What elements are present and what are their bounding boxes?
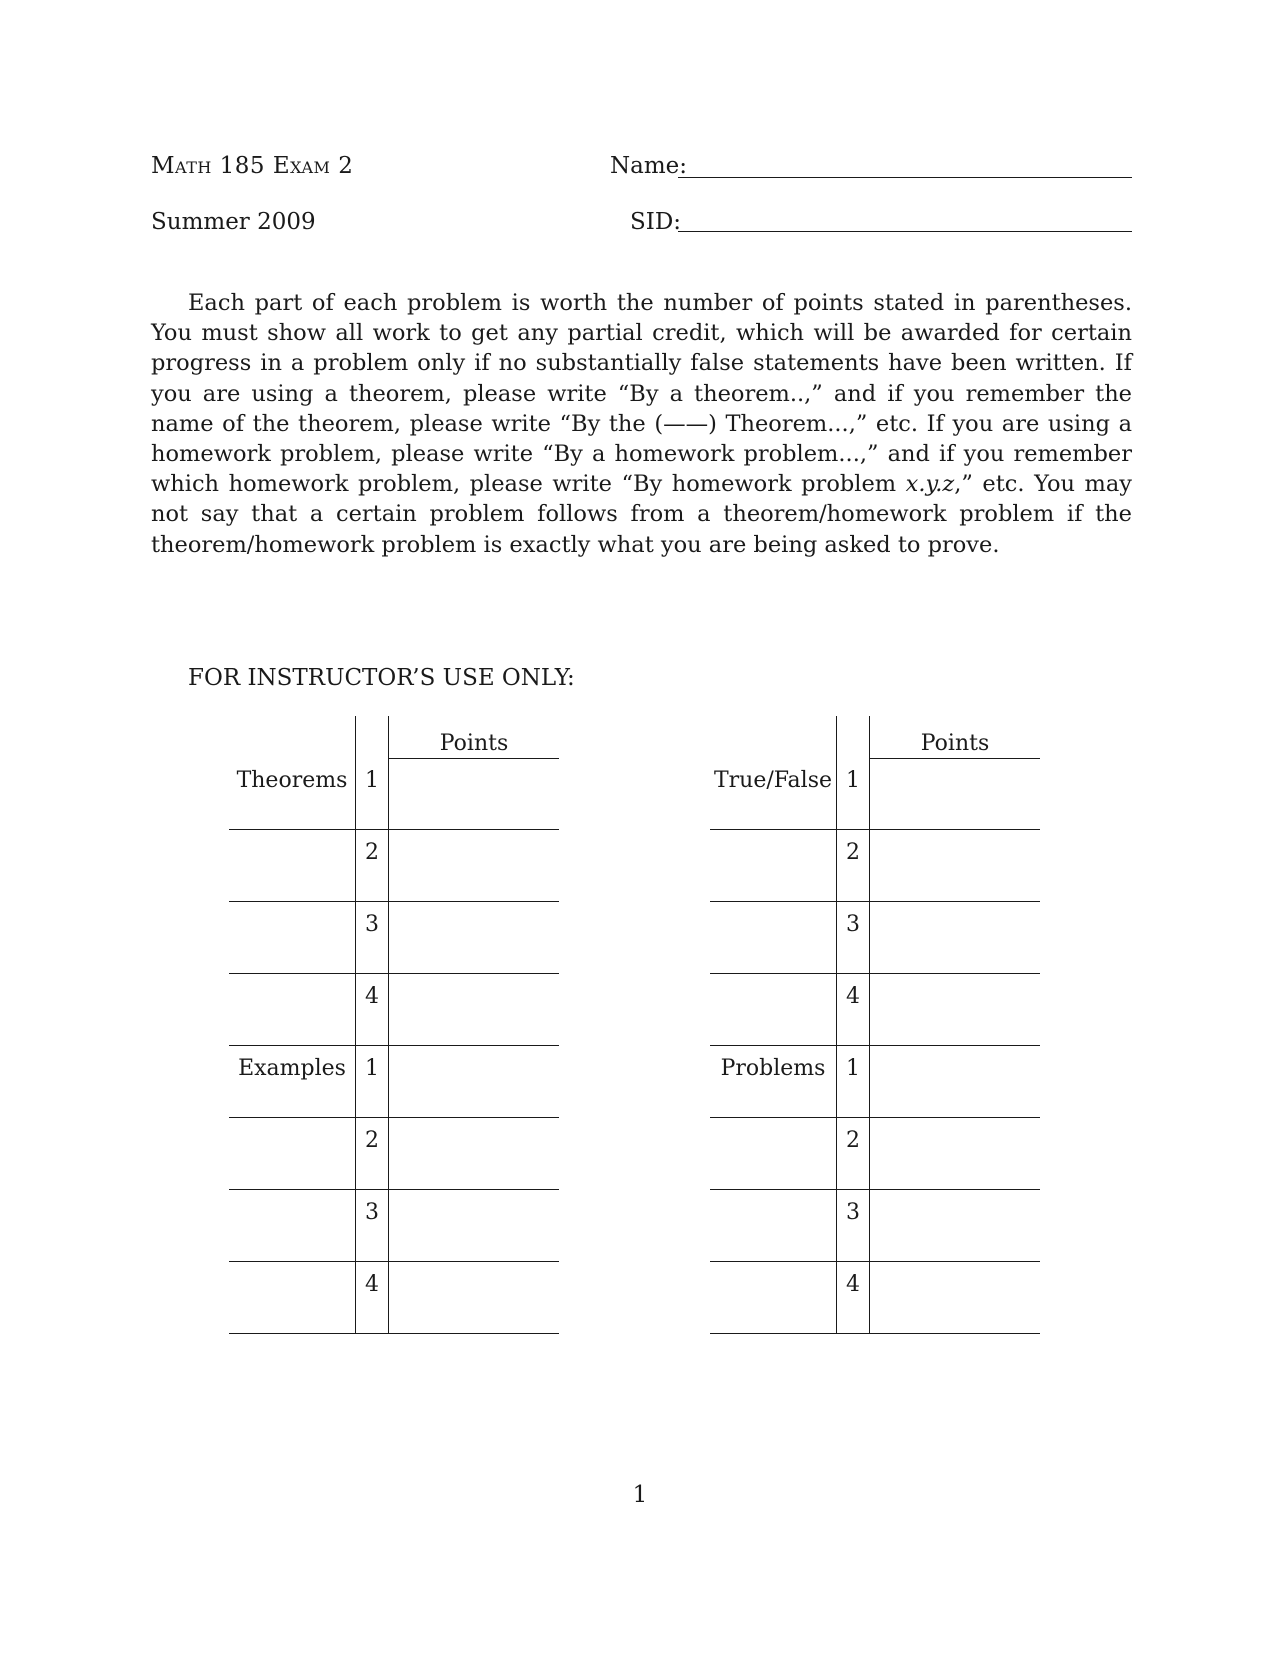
instructions-paragraph	[151, 288, 1132, 560]
points-cell[interactable]	[870, 1046, 1041, 1118]
problem-number: 1	[356, 1046, 389, 1118]
instructions-part-2: ,” etc. You may not say that a certain problem follows from a theorem/homework problem if the theorem/homework problem is exactly what you are being asked to prove.	[151, 471, 1132, 558]
problem-number: 3	[356, 1190, 389, 1262]
table-row	[710, 974, 1040, 1046]
term: Summer 2009	[151, 209, 316, 235]
section-label	[710, 974, 837, 1046]
problem-number: 2	[356, 830, 389, 902]
section-label	[229, 902, 356, 974]
points-cell[interactable]	[870, 1262, 1041, 1334]
problem-number: 1	[837, 1046, 870, 1118]
table-row	[229, 758, 559, 830]
section-label	[710, 902, 837, 974]
name-field-line[interactable]	[678, 177, 1132, 178]
table-row	[229, 974, 559, 1046]
table-row	[710, 830, 1040, 902]
section-label: Theorems	[229, 758, 356, 830]
problem-number: 3	[837, 902, 870, 974]
problem-number: 4	[356, 1262, 389, 1334]
section-label: Problems	[710, 1046, 837, 1118]
page-number: 1	[632, 1482, 648, 1508]
points-cell[interactable]	[870, 974, 1041, 1046]
section-label	[229, 1262, 356, 1334]
table-row	[229, 1046, 559, 1118]
problem-number: 3	[356, 902, 389, 974]
problem-number: 3	[837, 1190, 870, 1262]
instructions-part-1: Each part of each problem is worth the number of points stated in parentheses. You must show all work to get any partial credit, which will be awarded for certain progress in a problem only if no substantially false statements have been written. If you are using a theorem, please write “By a theorem..,” and if you remember the name of the theorem, please write “By the (——) Theorem...,” etc. If you are using a homework problem, please write “By a homework problem...,” and if you remember which homework problem, please write “By homework problem	[151, 290, 1132, 498]
problem-number: 2	[837, 830, 870, 902]
table-row	[229, 830, 559, 902]
problem-number: 2	[356, 1118, 389, 1190]
section-label	[229, 1118, 356, 1190]
table-row	[710, 758, 1040, 830]
section-label	[710, 1118, 837, 1190]
section-label	[710, 830, 837, 902]
problem-number: 1	[837, 758, 870, 830]
problem-number: 4	[837, 974, 870, 1046]
table-row	[710, 1118, 1040, 1190]
section-label	[710, 1262, 837, 1334]
table-row	[710, 902, 1040, 974]
points-cell[interactable]	[389, 758, 560, 830]
table-row	[229, 902, 559, 974]
table-row	[710, 1262, 1040, 1334]
points-cell[interactable]	[870, 1118, 1041, 1190]
points-cell[interactable]	[870, 1190, 1041, 1262]
points-cell[interactable]	[870, 758, 1041, 830]
points-cell[interactable]	[389, 1046, 560, 1118]
table-row	[710, 1190, 1040, 1262]
problem-number: 4	[837, 1262, 870, 1334]
score-table-left	[229, 716, 559, 1334]
instructor-use-label: FOR INSTRUCTOR’S USE ONLY:	[188, 665, 575, 691]
table-row	[229, 1262, 559, 1334]
problem-number: 1	[356, 758, 389, 830]
section-label	[229, 1190, 356, 1262]
sid-label: SID:	[630, 209, 682, 235]
table-row	[710, 1046, 1040, 1118]
points-cell[interactable]	[389, 1118, 560, 1190]
points-header: Points	[389, 716, 560, 758]
points-cell[interactable]	[870, 830, 1041, 902]
section-label	[229, 974, 356, 1046]
course-title: Math 185 Exam 2	[151, 153, 354, 179]
name-label: Name:	[610, 153, 688, 179]
points-header: Points	[870, 716, 1041, 758]
table-row	[229, 1118, 559, 1190]
section-label: Examples	[229, 1046, 356, 1118]
points-cell[interactable]	[389, 902, 560, 974]
points-cell[interactable]	[389, 1262, 560, 1334]
instructions-xyz: x.y.z	[905, 471, 955, 498]
section-label: True/False	[710, 758, 837, 830]
sid-field-line[interactable]	[678, 231, 1132, 232]
points-cell[interactable]	[389, 830, 560, 902]
problem-number: 4	[356, 974, 389, 1046]
section-label	[229, 830, 356, 902]
points-cell[interactable]	[870, 902, 1041, 974]
points-cell[interactable]	[389, 974, 560, 1046]
points-cell[interactable]	[389, 1190, 560, 1262]
problem-number: 2	[837, 1118, 870, 1190]
section-label	[710, 1190, 837, 1262]
score-table-right	[710, 716, 1040, 1334]
table-row	[229, 1190, 559, 1262]
